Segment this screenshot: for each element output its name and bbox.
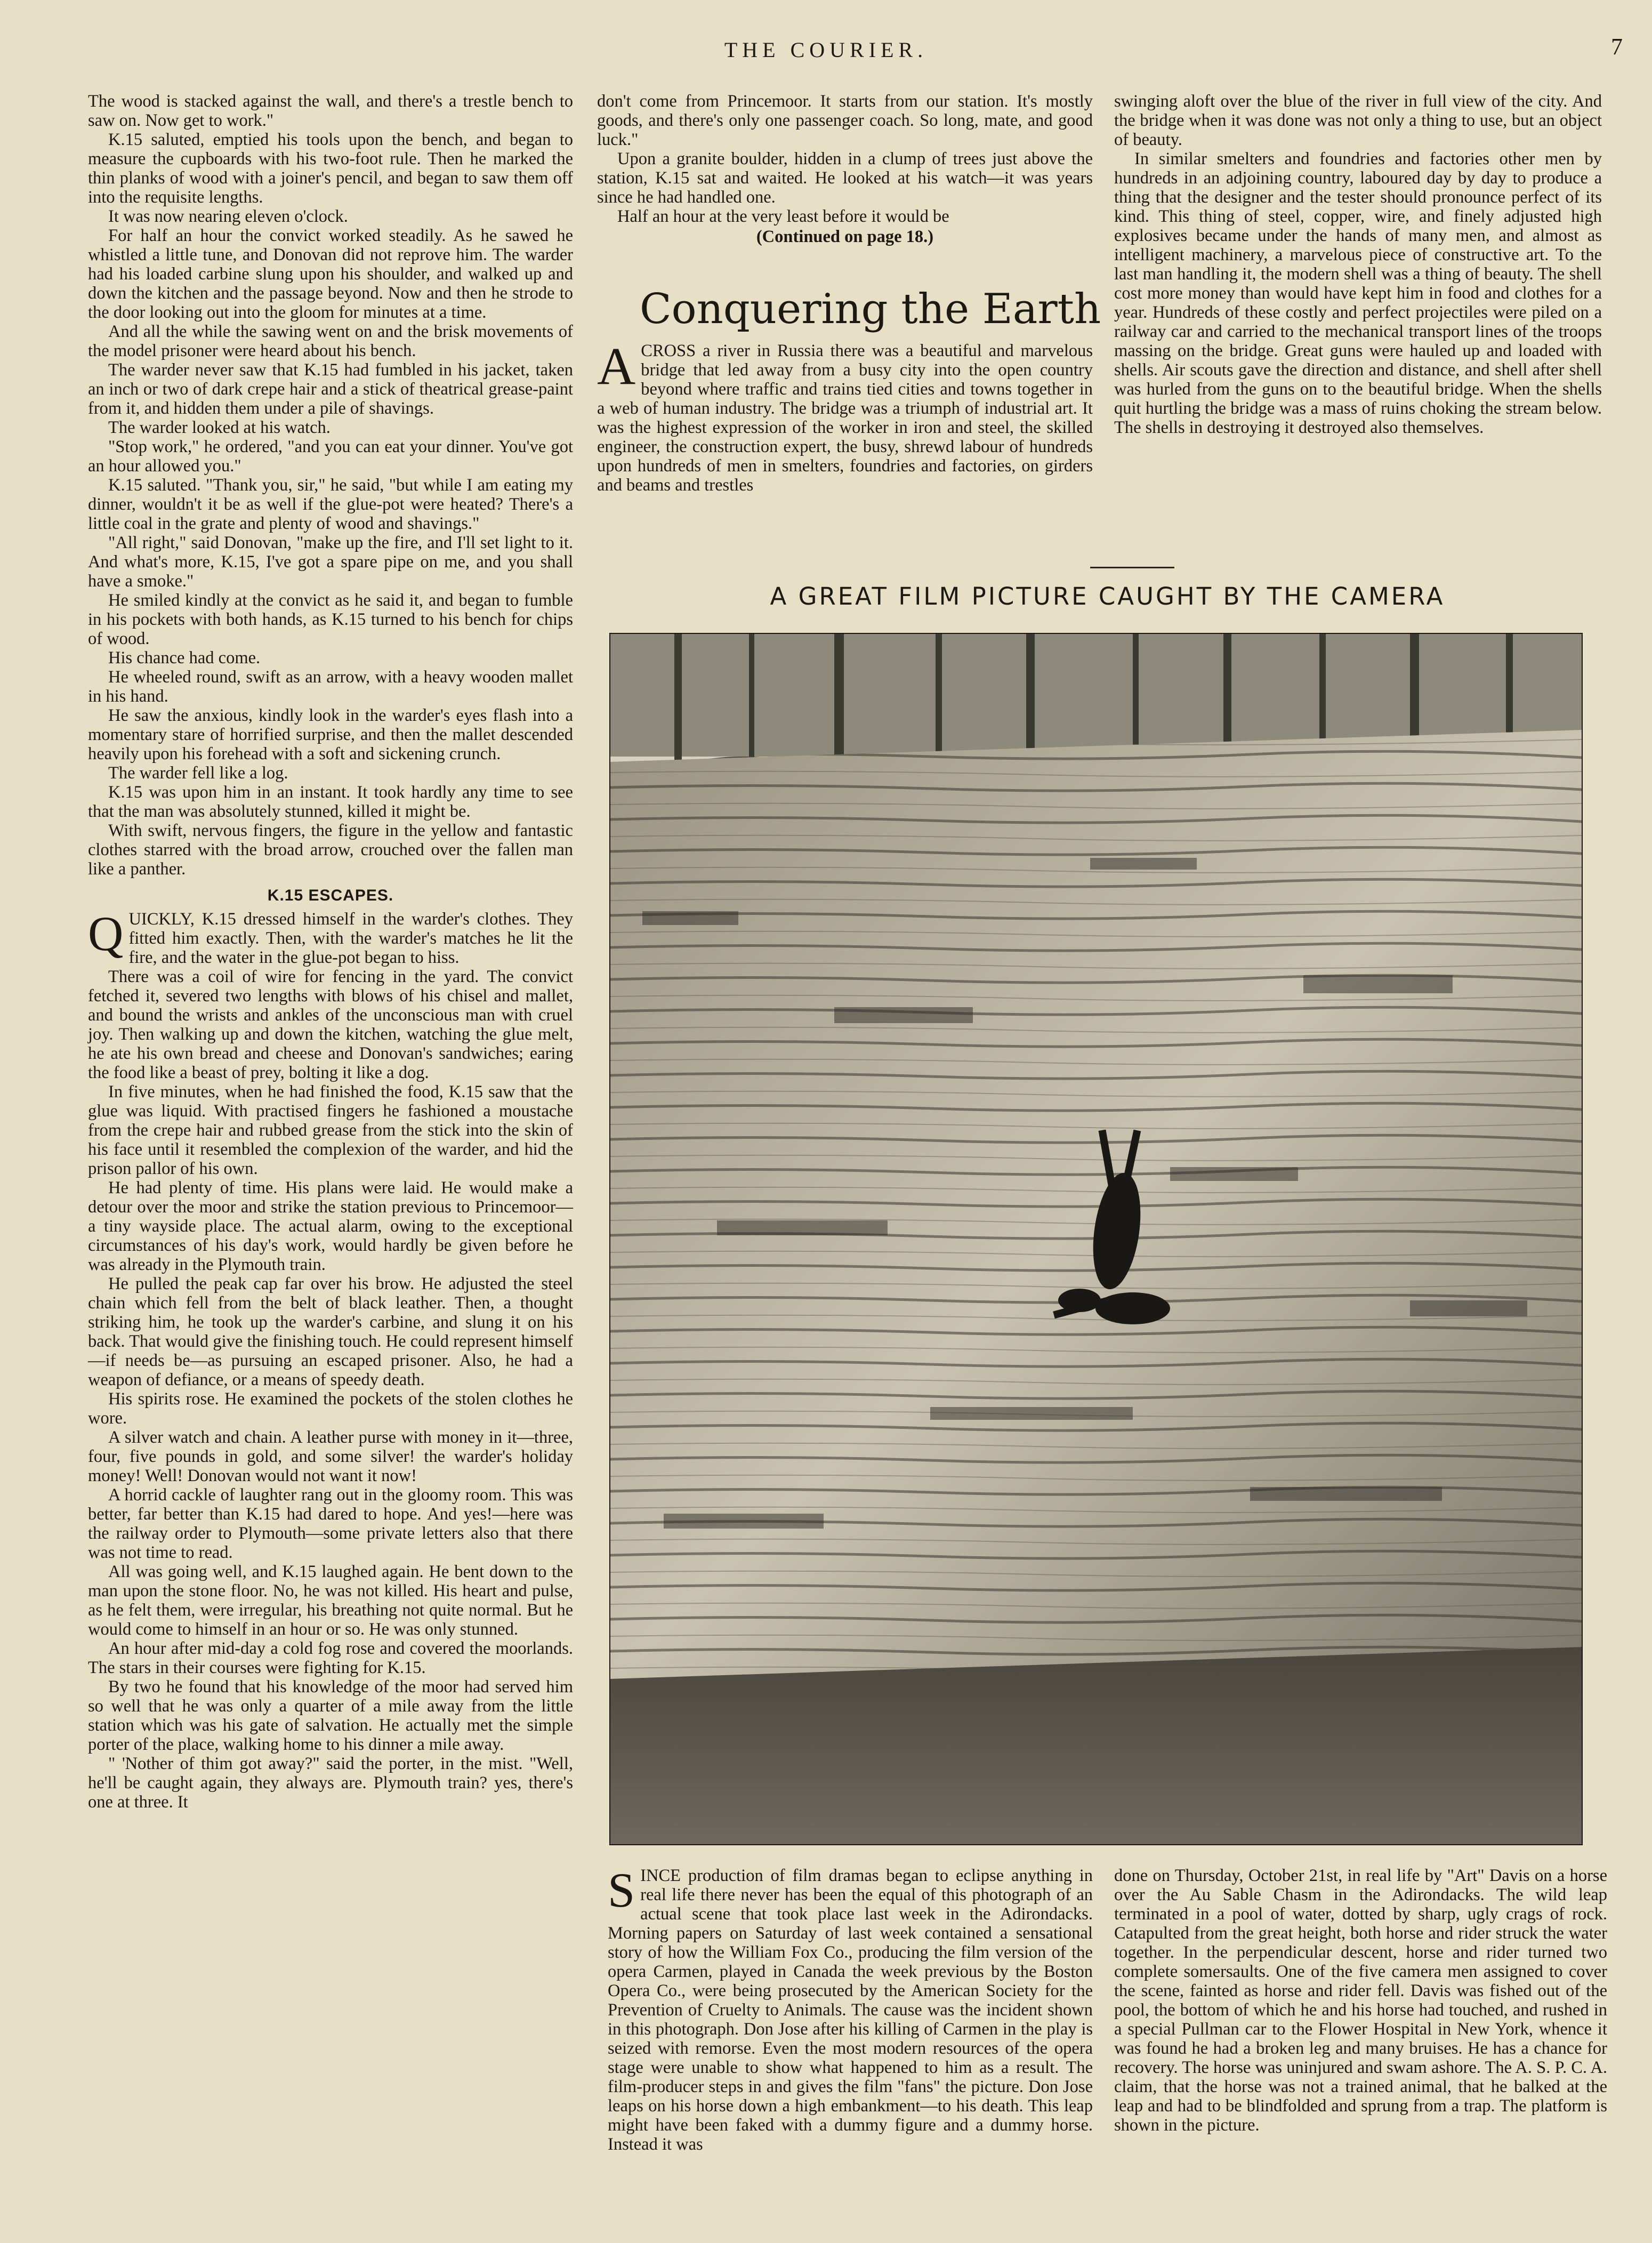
story-paragraph: And all the while the sawing went on and the brisk movements of the model prisoner were heard about his bench. [88, 322, 573, 360]
story-paragraph: The warder never saw that K.15 had fumbled in his jacket, taken an inch or two of dark crepe hair and a stick of theatrical grease-paint from it, and hidden them under a pile of shavings. [88, 360, 573, 418]
caption-paragraph: done on Thursday, October 21st, in real life by "Art" Davis on a horse over the Au Sable Chasm in the Adirondacks. The wild leap terminated in a pool of water, dotted by sharp, ugly crags of rock. Catapulted from the great height, both horse and rider struck the water together. In the perpendicular descent, horse and rider turned two complete somersaults. One of the five camera men assigned to cover the scene, fainted as horse and rider fell. Davis was fished out of the pool, the bottom of which he and his horse had touched, and rushed in a special Pullman car to the Flower Hospital in New York, whence it was found he had a broken leg and many bruises. He has a chance for recovery. The horse was uninjured and swam ashore. The A. S. P. C. A. claim, that the horse was not a trained animal, that he balked at the leap and had to be blindfolded and sprung from a trap. The platform is shown in the picture. [1114, 1866, 1607, 2135]
story-paragraph: K.15 saluted. "Thank you, sir," he said, "but while I am eating my dinner, wouldn't it be as well if the glue-pot were heated? There's a little coal in the grate and plenty of wood and shavings." [88, 476, 573, 533]
escape-first-paragraph [88, 906, 573, 967]
story-paragraph: By two he found that his knowledge of the moor had served him so well that he was only a quarter of a mile away from the little station which was his gate of salvation. He actually met the simple porter of the place, walking home to his dinner a mile away. [88, 1677, 573, 1754]
cliff-photograph [609, 633, 1583, 1845]
page-number: 7 [1611, 34, 1623, 60]
story-paragraph: Upon a granite boulder, hidden in a clump of trees just above the station, K.15 sat and waited. He looked at his watch—it was years since he had handled one. [597, 149, 1093, 207]
conquering-body [597, 336, 1093, 495]
conquering-first-text: CROSS a river in Russia there was a beautiful and marvelous bridge that led away from a busy city into the open country beyond where traffic and trains tied cities and towns together in a web of human industry. The bridge was a triumph of industrial art. It was the highest expression of the worker in iron and steel, the skilled engineer, the construction expert, the busy, shrewd labour of hundreds upon hundreds of men in smelters, foundries and factories, on girders and beams and trestles [597, 341, 1093, 495]
story-paragraph: The warder fell like a log. [108, 763, 288, 783]
story-paragraph: He wheeled round, swift as an arrow, with a heavy wooden mallet in his hand. [88, 668, 573, 706]
drop-cap: Q [88, 906, 124, 961]
story-paragraph: In five minutes, when he had finished the food, K.15 saw that the glue was liquid. With practised fingers he fashioned a moustache from the crepe hair and rubbed grease from the stick into the skin of his face until it resembled the complexion of the warder, and hid the prison pallor of his own. [88, 1082, 573, 1178]
story-paragraph: An hour after mid-day a cold fog rose and covered the moorlands. The stars in their courses were fighting for K.15. [88, 1639, 573, 1677]
section-subhead: K.15 ESCAPES. [267, 887, 394, 904]
story-paragraph: The warder looked at his watch. [108, 418, 331, 437]
section-divider [1090, 567, 1174, 568]
story-paragraph: It was now nearing eleven o'clock. [108, 207, 348, 226]
story-paragraph: The wood is stacked against the wall, and there's a trestle bench to saw on. Now get to work." [88, 92, 573, 130]
story-column-2 [597, 92, 1093, 246]
story-paragraph: His chance had come. [108, 648, 261, 668]
story-paragraph: For half an hour the convict worked steadily. As he sawed he whistled a little tune, and Donovan did not reprove him. The warder had his loaded carbine slung upon his shoulder, and walked up and down the kitchen and the passage beyond. Now and then he strode to the door looking out into the gloom for minutes at a time. [88, 226, 573, 322]
conquering-first-paragraph [597, 336, 1093, 495]
story-paragraph: K.15 saluted, emptied his tools upon the bench, and began to measure the cupboards with his two-foot rule. Then he marked the thin planks of wood with a joiner's pencil, and began to saw them off into the requisite lengths. [88, 130, 573, 207]
story-paragraph: He pulled the peak cap far over his brow. He adjusted the steel chain which fell from the belt of black leather. Then, a thought striking him, he took up the warder's carbine, and slung it on his back. That would give the finishing touch. He could represent himself—if needs be—as pursuing an escaped prisoner. Also, he had a weapon of defiance, or a means of speedy death. [88, 1274, 573, 1389]
running-head-title: THE COURIER. [724, 38, 928, 62]
story-paragraph: He saw the anxious, kindly look in the warder's eyes flash into a momentary stare of horrified surprise, and then the mallet descended heavily upon his forehead with a soft and sickening crunch. [88, 706, 573, 763]
film-caption-right [1114, 1866, 1607, 2135]
escape-first-text: UICKLY, K.15 dressed himself in the warder's clothes. They fitted him exactly. Then, with the warder's matches he lit the fire, and the water in the glue-pot began to hiss. [128, 910, 573, 967]
article-title: Conquering the Earth [640, 285, 1101, 333]
story-paragraph: "Stop work," he ordered, "and you can eat your dinner. You've got an hour allowed you." [88, 437, 573, 476]
drop-cap: S [608, 1863, 635, 1917]
story-paragraph: He had plenty of time. His plans were laid. He would make a detour over the moor and strike the station previous to Princemoor—a tiny wayside place. The actual alarm, owing to the exceptional circumstances of his day's work, would hardly be given before he was already in the Plymouth train. [88, 1178, 573, 1274]
drop-cap: A [597, 336, 636, 396]
caption-first-text: INCE production of film dramas began to eclipse anything in real life there never has been the equal of this photograph of an actual scene that took place last week in the Adirondacks. Morning papers on Saturday of last week contained a sensational story of how the William Fox Co., producing the film version of the opera Carmen, played in Canada the week previous by the Boston Opera Co., were being prosecuted by the American Society for the Prevention of Cruelty to Animals. The cause was the incident shown in this photograph. Don Jose after his killing of Carmen in the play is seized with remorse. Even the most modern resources of the opera stage were unable to show what happened to him as a result. The film-producer steps in and gives the film "fans" the picture. Don Jose leaps on his horse down a high embankment—to his death. This leap might have been faked with a dummy figure and a dummy horse. Instead it was [608, 1866, 1093, 2154]
running-header [0, 34, 1652, 69]
story-paragraph: There was a coil of wire for fencing in the yard. The convict fetched it, severed two lengths with blows of his chisel and mallet, and bound the wrists and ankles of the unconscious man with cruel joy. Then walking up and down the kitchen, watching the glue melt, he ate his own bread and cheese and Donovan's sandwiches; earing the food like a beast of prey, bolting it like a dog. [88, 967, 573, 1082]
continued-notice: (Continued on page 18.) [756, 227, 934, 246]
story-paragraph: A silver watch and chain. A leather purse with money in it—three, four, five pounds in gold, and some silver! the warder's holiday money! Well! Donovan would not want it now! [88, 1428, 573, 1485]
story-paragraph: His spirits rose. He examined the pockets of the stolen clothes he wore. [88, 1389, 573, 1428]
film-headline: A GREAT FILM PICTURE CAUGHT BY THE CAMERA [770, 582, 1445, 610]
story-paragraph: " 'Nother of thim got away?" said the porter, in the mist. "Well, he'll be caught again, they always are. Plymouth train? yes, there's one at three. It [88, 1754, 573, 1812]
story-paragraph: A horrid cackle of laughter rang out in the gloomy room. This was better, far better than K.15 had dared to hope. And yes!—here was the railway order to Plymouth—some private letters also that there was not time to read. [88, 1485, 573, 1562]
article-column-3 [1114, 92, 1602, 437]
story-paragraph: He smiled kindly at the convict as he said it, and began to fumble in his pockets with both hands, as K.15 turned to his bench for chips of wood. [88, 591, 573, 648]
story-column-1 [88, 92, 573, 1812]
story-paragraph: All was going well, and K.15 laughed again. He bent down to the man upon the stone floor. No, he was not killed. His heart and pulse, as he felt them, were irregular, his breathing not quite normal. But he would come to himself in an hour or so. He was only stunned. [88, 1562, 573, 1639]
story-paragraph: don't come from Princemoor. It starts from our station. It's mostly goods, and there's only one passenger coach. So long, mate, and good luck." [597, 92, 1093, 149]
story-paragraph: K.15 was upon him in an instant. It took hardly any time to see that the man was absolutely stunned, killed it might be. [88, 783, 573, 821]
film-caption-left [608, 1863, 1093, 2154]
article-paragraph: swinging aloft over the blue of the river in full view of the city. And the bridge when it was done was not only a thing to use, but an object of beauty. [1114, 92, 1602, 149]
article-paragraph: In similar smelters and foundries and factories other men by hundreds in an adjoining country, laboured day by day to produce a thing that the designer and the tester should pronounce perfect of its kind. This thing of steel, copper, wire, and finely adjusted high explosives became under the hands of many men, and almost as intelligent machinery, a marvelous piece of constructive art. To the last man handling it, the modern shell was a thing of beauty. The shell cost more money than would have kept him in food and clothes for a year. Hundreds of these costly and perfect projectiles were piled on a railway car and carried to the mechanical transport lines of the troops massing on the bridge. Great guns were hauled up and loaded with shells. Air scouts gave the direction and distance, and shell after shell was hurled from the guns on to the beautiful bridge. When the shells quit hurtling the bridge was a mass of ruins choking the stream below. The shells in destroying it destroyed also themselves. [1114, 149, 1602, 437]
caption-first-paragraph [608, 1863, 1093, 2154]
story-paragraph: With swift, nervous fingers, the figure in the yellow and fantastic clothes starred with the broad arrow, crouched over the fallen man like a panther. [88, 821, 573, 879]
story-paragraph: Half an hour at the very least before it would be [617, 207, 949, 226]
story-paragraph: "All right," said Donovan, "make up the fire, and I'll set light to it. And what's more, K.15, I've got a spare pipe on me, and you shall have a smoke." [88, 533, 573, 591]
